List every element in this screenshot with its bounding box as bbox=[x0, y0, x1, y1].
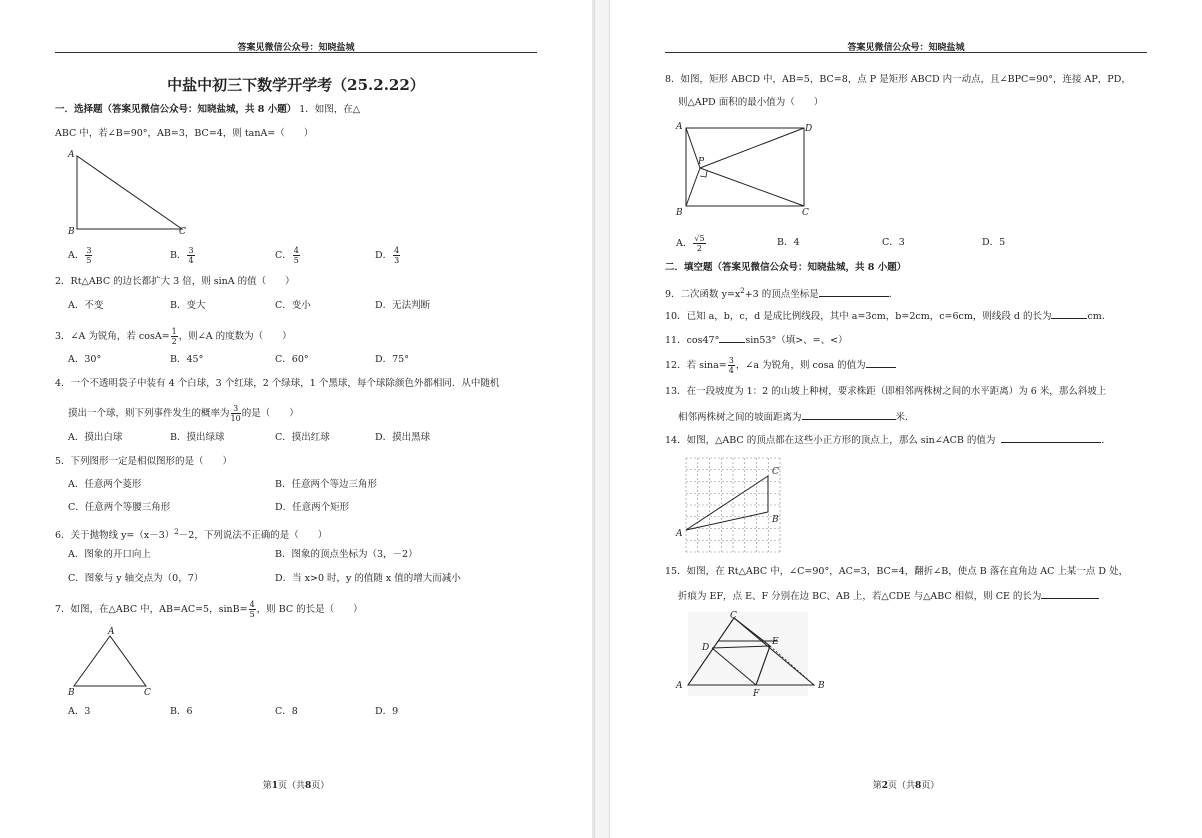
q6-option-a[interactable]: A．图象的开口向上 bbox=[68, 549, 151, 560]
question-8-text-b: 则△APD 面积的最小值为（ ） bbox=[678, 97, 824, 108]
fraction: $\frac{3}{4}$ bbox=[728, 356, 734, 375]
question-5-text: 5．下列图形一定是相似图形的是（ ） bbox=[55, 456, 233, 467]
label-A: A bbox=[676, 529, 683, 539]
label-B: B bbox=[676, 208, 683, 218]
q8-option-b[interactable]: B．4 bbox=[777, 237, 800, 248]
question-13-text-b: 相邻两株树之间的坡面距离为 米． bbox=[678, 412, 915, 423]
q5-option-b[interactable]: B．任意两个等边三角形 bbox=[275, 479, 377, 490]
answer-blank[interactable] bbox=[719, 333, 745, 343]
question-11-text: 11．cos47° sin53°（填>、=、<） bbox=[665, 335, 848, 346]
question-4-text-a: 4．一个不透明袋子中装有 4 个白球，3 个红球，2 个绿球，1 个黑球，每个球除颜色外都相同．从中随机 bbox=[55, 378, 500, 389]
q2-option-b[interactable]: B．变大 bbox=[170, 300, 206, 311]
label-F: F bbox=[753, 689, 760, 699]
question-3-text: 3．∠A 为锐角，若 cosA= $\frac{1}{2}$ ，则∠A 的度数为（ ） bbox=[55, 327, 292, 346]
label-D: D bbox=[702, 643, 710, 653]
question-9-text: 9．二次函数 $y=x^2+3$ 的顶点坐标是 ． bbox=[665, 287, 899, 301]
question-1-text-a: 1．如图，在△ bbox=[299, 104, 361, 115]
answer-blank[interactable] bbox=[1041, 589, 1099, 599]
label-A: A bbox=[108, 627, 115, 637]
q8-option-d[interactable]: D．5 bbox=[982, 237, 1006, 248]
q3-option-c[interactable]: C．60° bbox=[275, 354, 309, 365]
answer-blank[interactable] bbox=[866, 358, 896, 368]
label-D: D bbox=[805, 124, 813, 134]
answer-blank[interactable] bbox=[1001, 433, 1101, 443]
q8-option-c[interactable]: C．3 bbox=[882, 237, 905, 248]
page-footer: 第2页（共8页） bbox=[872, 781, 940, 791]
page-1 bbox=[0, 0, 592, 838]
q7-option-a[interactable]: A．3 bbox=[68, 706, 91, 717]
fraction: $\frac{1}{2}$ bbox=[171, 327, 177, 346]
question-12-text: 12．若 sina= $\frac{3}{4}$ ，∠a 为锐角，则 cosa 的值为 bbox=[665, 356, 896, 375]
fraction: $\frac{4}{3}$ bbox=[394, 246, 400, 265]
q2-option-d[interactable]: D．无法判断 bbox=[375, 300, 431, 311]
q7-option-d[interactable]: D．9 bbox=[375, 706, 399, 717]
page-footer: 第1页（共8页） bbox=[262, 781, 330, 791]
q7-option-c[interactable]: C．8 bbox=[275, 706, 298, 717]
fraction: $\frac{3}{4}$ bbox=[188, 246, 194, 265]
label-A: A bbox=[68, 150, 75, 160]
label-A: A bbox=[676, 122, 683, 132]
page-header: 答案见微信公众号：知晓盐城 bbox=[237, 43, 355, 53]
q4-option-a[interactable]: A．摸出白球 bbox=[68, 432, 123, 443]
figure-q8-rectangle bbox=[674, 120, 814, 220]
page-gutter bbox=[594, 0, 610, 838]
question-6-text: 6．关于抛物线 $y=(x-3)^2-2$，下列说法不正确的是（ ） bbox=[55, 528, 328, 542]
question-10-text: 10．已知 a，b，c，d 是成比例线段，其中 a=3cm，b=2cm，c=6cm，则线段 d 的长为 cm． bbox=[665, 311, 1112, 322]
q3-option-d[interactable]: D．75° bbox=[375, 354, 409, 365]
section-heading-1: 一．选择题（答案见微信公众号：知晓盐城，共 8 小题） bbox=[55, 104, 297, 115]
q6-option-d[interactable]: D．当 x>0 时，y 的值随 x 值的增大而减小 bbox=[275, 573, 461, 584]
question-8-text-a: 8．如图，矩形 ABCD 中，AB=5，BC=8，点 P 是矩形 ABCD 内一动点，且∠BPC=90°，连接 AP，PD， bbox=[665, 74, 1131, 85]
page-2 bbox=[610, 0, 1202, 838]
label-C: C bbox=[179, 227, 186, 237]
header-rule bbox=[665, 52, 1147, 53]
answer-blank[interactable] bbox=[1051, 309, 1087, 319]
q1-option-b[interactable]: B． $\frac{3}{4}$ bbox=[170, 246, 194, 265]
label-B: B bbox=[818, 681, 825, 691]
fraction: $\frac{3}{5}$ bbox=[86, 246, 92, 265]
page-header: 答案见微信公众号：知晓盐城 bbox=[847, 43, 965, 53]
exam-title: 中盐中初三下数学开学考（25.2.22） bbox=[167, 76, 425, 94]
q3-option-a[interactable]: A．30° bbox=[68, 354, 102, 365]
figure-q14-grid bbox=[672, 452, 792, 556]
q1-option-c[interactable]: C． $\frac{4}{5}$ bbox=[275, 246, 299, 265]
label-B: B bbox=[68, 688, 75, 698]
q4-option-d[interactable]: D．摸出黑球 bbox=[375, 432, 431, 443]
question-7-text: 7．如图，在△ABC 中，AB=AC=5，sinB= $\frac{4}{5}$ ，则 BC 的长是（ ） bbox=[55, 600, 363, 619]
q1-option-a[interactable]: A． $\frac{3}{5}$ bbox=[68, 246, 92, 265]
fraction: $\frac{4}{5}$ bbox=[293, 246, 299, 265]
q5-option-c[interactable]: C．任意两个等腰三角形 bbox=[68, 502, 171, 513]
label-C: C bbox=[772, 467, 779, 477]
q5-option-d[interactable]: D．任意两个矩形 bbox=[275, 502, 350, 513]
q8-option-a[interactable]: A． $\frac{√5}{2}$ bbox=[676, 234, 705, 253]
q1-option-d[interactable]: D． $\frac{4}{3}$ bbox=[375, 246, 400, 265]
question-2-text: 2．Rt△ABC 的边长都扩大 3 倍，则 sinA 的值（ ） bbox=[55, 276, 295, 287]
label-E: E bbox=[772, 637, 779, 647]
question-15-text-b: 折痕为 EF，点 E、F 分别在边 BC、AB 上，若△CDE 与△ABC 相似，则 CE 的长为 bbox=[678, 589, 1099, 603]
question-1-line bbox=[55, 104, 360, 116]
figure-q7-triangle bbox=[66, 624, 166, 700]
figure-q1-triangle bbox=[60, 148, 190, 238]
q3-option-b[interactable]: B．45° bbox=[170, 354, 204, 365]
q6-option-c[interactable]: C．图象与 y 轴交点为（0，7） bbox=[68, 573, 204, 584]
question-4-text-b: 摸出一个球，则下列事件发生的概率为 $\frac{3}{10}$ 的是（ ） bbox=[68, 404, 299, 423]
question-1-text-b: ABC 中，若∠B=90°，AB=3，BC=4，则 tanA=（ ） bbox=[55, 128, 314, 139]
q6-option-b[interactable]: B．图象的顶点坐标为（3，－2） bbox=[275, 549, 418, 560]
q4-option-c[interactable]: C．摸出红球 bbox=[275, 432, 330, 443]
figure-q15-fold bbox=[674, 608, 834, 700]
label-P: P bbox=[698, 157, 705, 167]
q7-option-b[interactable]: B．6 bbox=[170, 706, 193, 717]
label-B: B bbox=[772, 515, 779, 525]
fraction: $\frac{4}{5}$ bbox=[249, 600, 255, 619]
q5-option-a[interactable]: A．任意两个菱形 bbox=[68, 479, 142, 490]
answer-blank[interactable] bbox=[802, 410, 896, 420]
q2-option-c[interactable]: C．变小 bbox=[275, 300, 311, 311]
label-C: C bbox=[144, 688, 151, 698]
label-C: C bbox=[730, 611, 737, 621]
q4-option-b[interactable]: B．摸出绿球 bbox=[170, 432, 225, 443]
label-A: A bbox=[676, 681, 683, 691]
fraction: $\frac{3}{10}$ bbox=[230, 404, 241, 423]
question-15-text-a: 15．如图，在 Rt△ABC 中，∠C=90°，AC=3，BC=4，翻折∠B，使点 B 落在直角边 AC 上某一点 D 处， bbox=[665, 566, 1129, 577]
fraction: $\frac{√5}{2}$ bbox=[694, 234, 705, 253]
label-C: C bbox=[802, 208, 809, 218]
question-14-text: 14．如图，△ABC 的顶点都在这些小正方形的顶点上，那么 sin∠ACB 的值为 ． bbox=[665, 435, 1111, 446]
answer-blank[interactable] bbox=[819, 287, 889, 297]
question-13-text-a: 13．在一段坡度为 1：2 的山坡上种树，要求株距（即相邻两株树之间的水平距离）为 6 米，那么斜坡上 bbox=[665, 386, 1107, 397]
header-rule bbox=[55, 52, 537, 53]
label-B: B bbox=[68, 227, 75, 237]
section-heading-2: 二．填空题（答案见微信公众号：知晓盐城，共 8 小题） bbox=[665, 262, 907, 273]
q2-option-a[interactable]: A．不变 bbox=[68, 300, 104, 311]
